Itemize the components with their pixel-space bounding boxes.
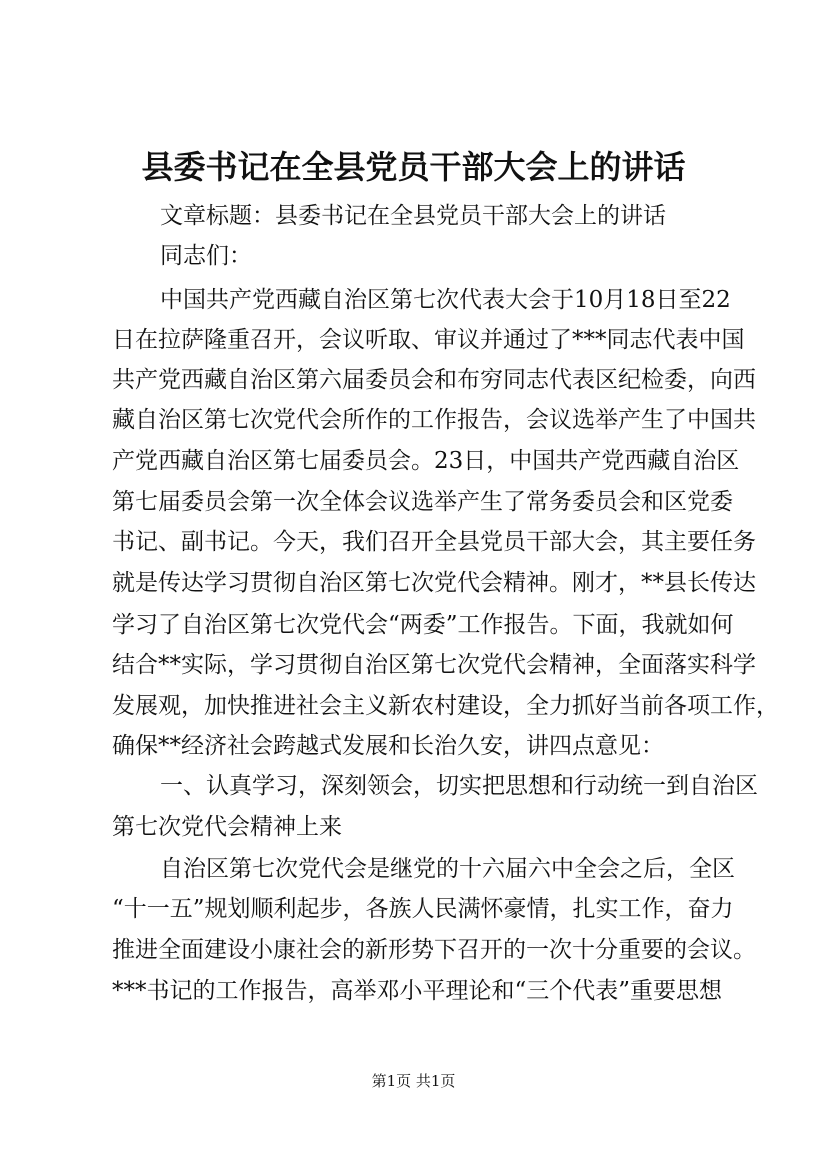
body-line: 中国共产党西藏自治区第七次代表大会于10月18日至22 <box>160 287 731 313</box>
body-line: 推进全面建设小康社会的新形势下召开的一次十分重要的会议。 <box>112 937 756 963</box>
body-line: 共产党西藏自治区第六届委员会和布穷同志代表区纪检委，向西 <box>112 367 756 393</box>
body-line: 藏自治区第七次党代会所作的工作报告，会议选举产生了中国共 <box>112 407 756 433</box>
body-line: 第七届委员会第一次全体会议选举产生了常务委员会和区党委 <box>112 489 733 515</box>
body-line: ***书记的工作报告，高举邓小平理论和“三个代表”重要思想 <box>112 978 723 1004</box>
body-line: 发展观，加快推进社会主义新农村建设，全力抓好当前各项工作， <box>112 693 779 719</box>
body-line: 学习了自治区第七次党代会“两委”工作报告。下面，我就如何 <box>112 612 734 638</box>
section-heading-line: 第七次党代会精神上来 <box>112 814 342 840</box>
page-number-footer: 第1页 共1页 <box>371 1072 456 1090</box>
body-line: 书记、副书记。今天，我们召开全县党员干部大会，其主要任务 <box>112 529 756 555</box>
article-title-line: 文章标题：县委书记在全县党员干部大会上的讲话 <box>160 203 666 229</box>
body-line: 确保**经济社会跨越式发展和长治久安，讲四点意见： <box>112 733 664 759</box>
body-line: 自治区第七次党代会是继党的十六届六中全会之后，全区 <box>160 856 735 882</box>
body-line: 日在拉萨隆重召开，会议听取、审议并通过了***同志代表中国 <box>112 327 745 353</box>
body-line: 结合**实际，学习贯彻自治区第七次党代会精神，全面落实科学 <box>112 652 756 678</box>
salutation-line: 同志们： <box>160 243 252 269</box>
document-title: 县委书记在全县党员干部大会上的讲话 <box>141 148 686 186</box>
section-heading-line: 一、认真学习，深刻领会，切实把思想和行动统一到自治区 <box>160 773 758 799</box>
body-line: “十一五”规划顺利起步，各族人民满怀豪情，扎实工作，奋力 <box>112 896 734 922</box>
body-line: 就是传达学习贯彻自治区第七次党代会精神。刚才，**县长传达 <box>112 570 756 596</box>
body-line: 产党西藏自治区第七届委员会。23日，中国共产党西藏自治区 <box>112 448 740 474</box>
